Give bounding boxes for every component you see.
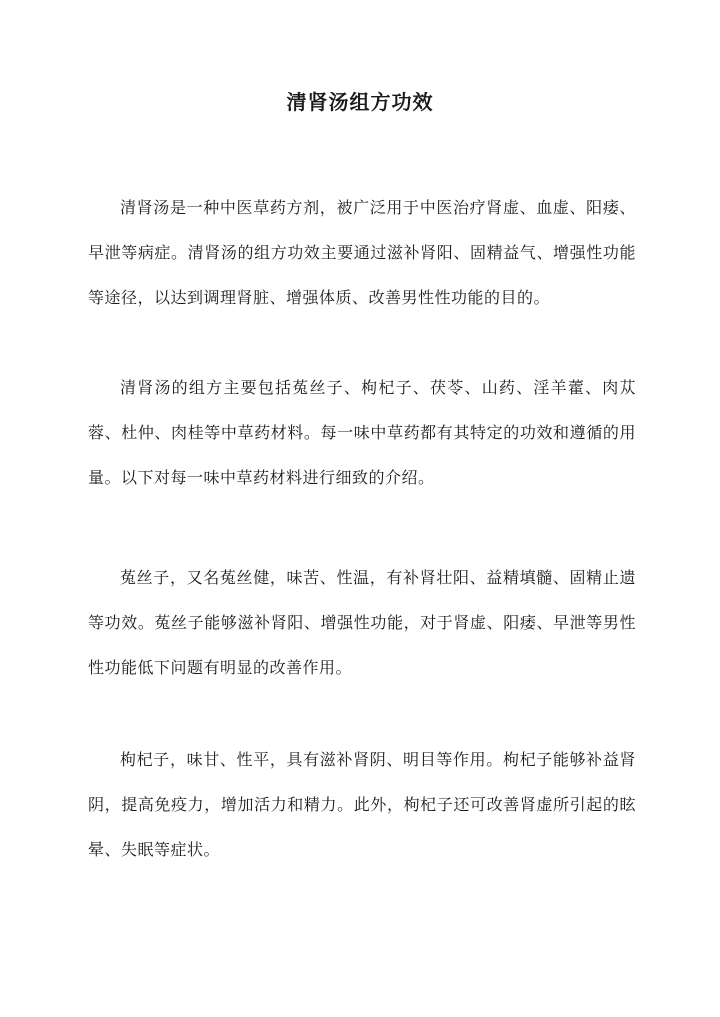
document-title: 清肾汤组方功效 [286, 90, 434, 114]
paragraph-gouqizi: 枸杞子，味甘、性平，具有滋补肾阴、明目等作用。枸杞子能够补益肾阴，提高免疫力，增加活力和精力。此外，枸杞子还可改善肾虚所引起的眩晕、失眠等症状。 [88, 750, 636, 859]
paragraph-intro: 清肾汤是一种中医草药方剂，被广泛用于中医治疗肾虚、血虚、阳痿、早泄等病症。清肾汤的组方功效主要通过滋补肾阳、固精益气、增强性功能等途径，以达到调理肾脏、增强体质、改善男性性功能的目的。 [88, 198, 636, 307]
paragraph-ingredients: 清肾汤的组方主要包括菟丝子、枸杞子、茯苓、山药、淫羊藿、肉苁蓉、杜仲、肉桂等中草药材料。每一味中草药都有其特定的功效和遵循的用量。以下对每一味中草药材料进行细致的介绍。 [88, 378, 636, 487]
paragraph-tusizi: 菟丝子，又名菟丝健，味苦、性温，有补肾壮阳、益精填髓、固精止遗等功效。菟丝子能够滋补肾阳、增强性功能，对于肾虚、阳痿、早泄等男性性功能低下问题有明显的改善作用。 [88, 568, 636, 677]
